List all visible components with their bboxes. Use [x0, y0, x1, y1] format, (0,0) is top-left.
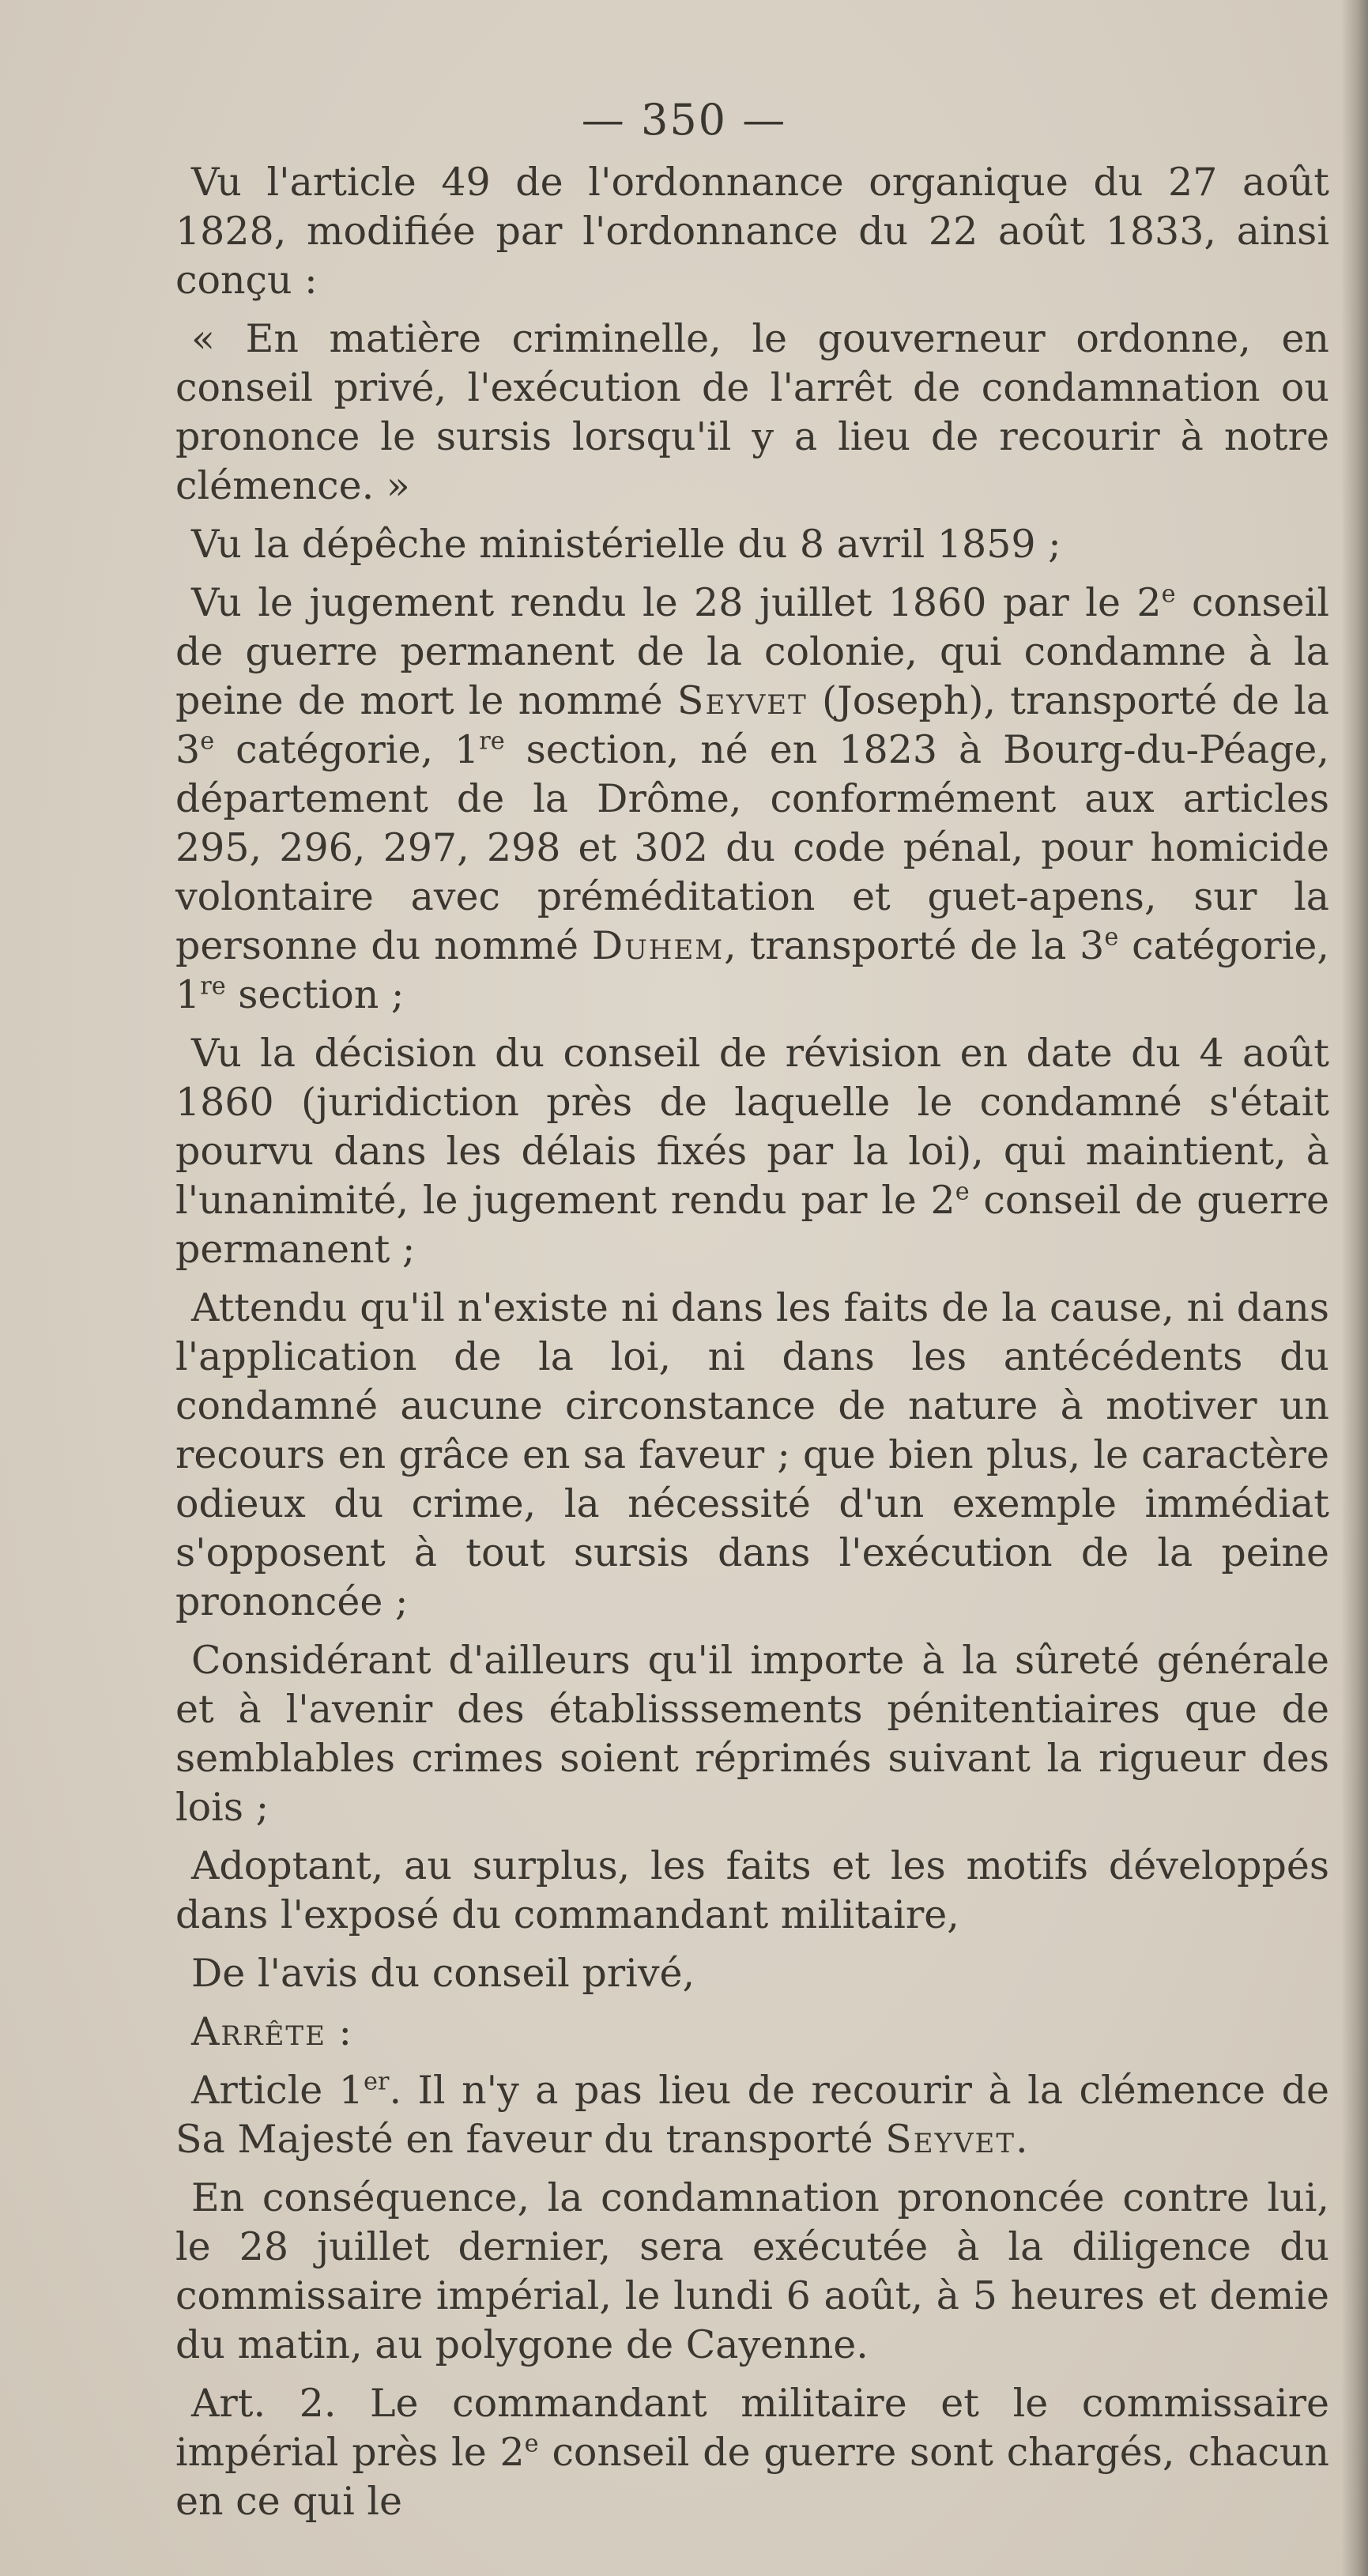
text-run: catégorie, 1 — [175, 923, 1329, 1017]
paragraph — [175, 579, 1329, 1020]
text-run: Vu la dépêche ministérielle du 8 avril 1859 ; — [191, 522, 1061, 567]
text-run: Attendu qu'il n'existe ni dans les faits de la cause, ni dans l'application de la loi, ni dans les antécédents du condamné aucune circonstance de nature à motiver un recours en grâce en sa faveur ; que bien plus, le caractère odieux du crime, la nécessité d'un exemple immédiat s'opposent à tout sursis dans l'exécution de la peine prononcée ; — [175, 1285, 1329, 1624]
paragraph — [175, 315, 1329, 511]
text-run: Vu l'article 49 de l'ordonnance organique du 27 août 1828, modifiée par l'ordonnance du 22 août 1833, ainsi conçu : — [175, 160, 1329, 303]
text-run: Art. 2. Le commandant militaire et le commissaire impérial près le 2 — [175, 2381, 1329, 2475]
text-run: Adoptant, au surplus, les faits et les motifs développés dans l'exposé du commandant militaire, — [175, 1843, 1329, 1937]
text-run: conseil de guerre permanent de la colonie, qui condamne à la peine de mort le nommé — [175, 580, 1329, 723]
text-run: conseil de guerre sont chargés, chacun en ce qui le — [175, 2430, 1329, 2524]
superscript: re — [479, 727, 505, 756]
small-caps-name: Arrête — [191, 2009, 326, 2054]
paragraph — [175, 1636, 1329, 1832]
superscript: e — [1104, 923, 1119, 952]
text-run: . — [1016, 2117, 1028, 2162]
text-run: Vu le jugement rendu le 28 juillet 1860 par le 2 — [191, 580, 1162, 625]
small-caps-name: Duhem — [591, 923, 725, 968]
text-run: : — [326, 2009, 352, 2054]
superscript: re — [200, 972, 226, 1001]
text-run: « En matière criminelle, le gouverneur ordonne, en conseil privé, l'exécution de l'arrêt de condamnation ou prononce le sursis lorsqu'il y a lieu de recourir à notre clémence. » — [175, 316, 1329, 508]
text-run: Considérant d'ailleurs qu'il importe à la sûreté générale et à l'avenir des établisssements pénitentiaires que de semblables crimes soient réprimés suivant la rigueur des lois ; — [175, 1638, 1329, 1830]
text-run: Article 1 — [191, 2068, 364, 2113]
text-run: , transporté de la 3 — [724, 923, 1105, 968]
paragraph — [175, 158, 1329, 305]
superscript: e — [955, 1178, 970, 1206]
superscript: e — [524, 2430, 539, 2458]
paragraph — [175, 520, 1329, 569]
paragraph — [175, 1949, 1329, 1998]
small-caps-name: Seyvet — [676, 678, 808, 723]
superscript: e — [200, 727, 215, 756]
body-text — [175, 158, 1329, 2536]
text-run: De l'avis du conseil privé, — [191, 1951, 695, 1996]
text-run: section ; — [225, 972, 405, 1017]
paragraph — [175, 2174, 1329, 2370]
text-run: section, né en 1823 à Bourg-du-Péage, département de la Drôme, conformément aux articles 295, 296, 297, 298 et 302 du code pénal, pour homicide volontaire avec préméditation et guet-apens, sur la personne du nommé — [175, 727, 1329, 968]
paragraph — [175, 1029, 1329, 1274]
paragraph — [175, 2008, 1329, 2057]
text-run: (Joseph), transporté de la 3 — [175, 678, 1329, 772]
small-caps-name: Seyvet — [885, 2117, 1016, 2162]
paragraph — [175, 1842, 1329, 1940]
text-run: catégorie, 1 — [214, 727, 480, 772]
text-run: En conséquence, la condamnation prononcée contre lui, le 28 juillet dernier, sera exécutée à la diligence du commissaire impérial, le lundi 6 août, à 5 heures et demie du matin, au polygone de Cayenne. — [175, 2175, 1329, 2367]
paragraph — [175, 2379, 1329, 2526]
page-edge-shadow — [1341, 0, 1368, 2576]
page-number: — 350 — — [581, 95, 787, 145]
paragraph — [175, 2066, 1329, 2164]
text-run: Vu la décision du conseil de révision en date du 4 août 1860 (juridiction près de laquelle le condamné s'était pourvu dans les délais fixés par la loi), qui maintient, à l'unanimité, le jugement rendu par le 2 — [175, 1031, 1329, 1223]
superscript: er — [363, 2068, 390, 2096]
paragraph — [175, 1284, 1329, 1627]
superscript: e — [1161, 580, 1176, 609]
text-run: conseil de guerre permanent ; — [175, 1178, 1329, 1272]
text-run: . Il n'y a pas lieu de recourir à la clémence de Sa Majesté en faveur du transporté — [175, 2068, 1329, 2162]
